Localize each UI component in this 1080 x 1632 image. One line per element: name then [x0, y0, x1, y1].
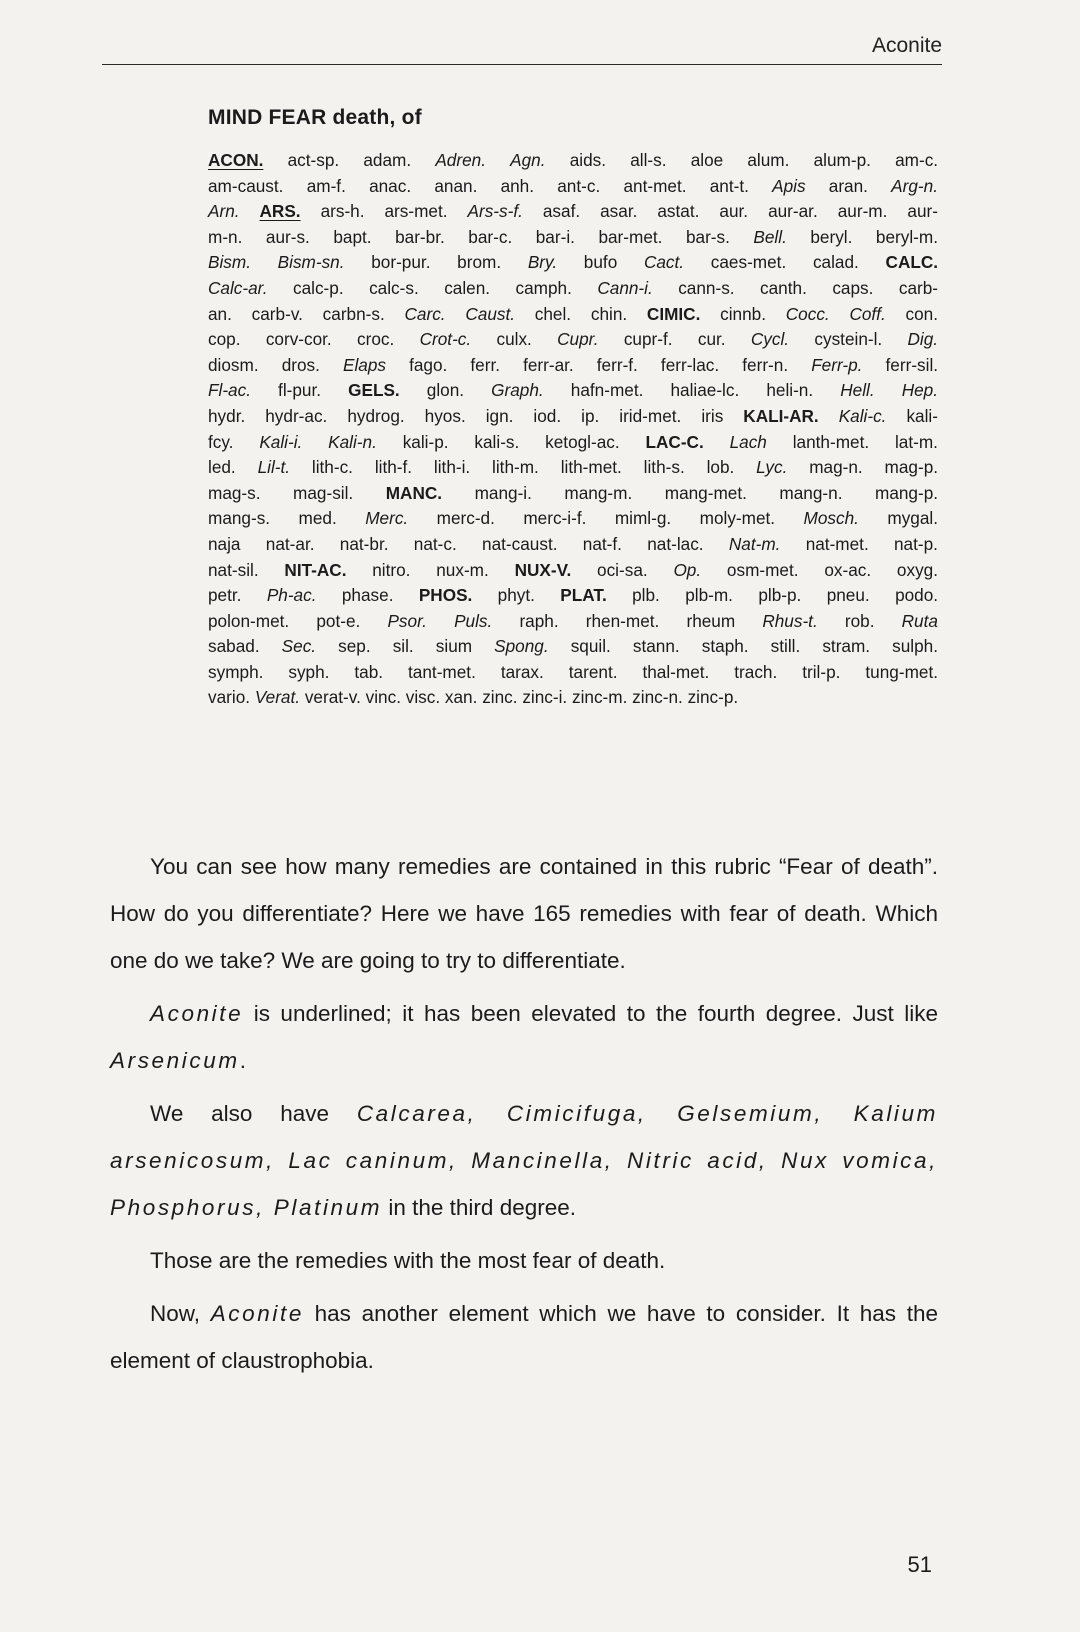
- remedy-abbreviation: Lil-t.: [257, 457, 291, 478]
- remedy-abbreviation: asaf.: [542, 201, 581, 222]
- remedy-abbreviation: mag-sil.: [293, 482, 354, 503]
- remedy-abbreviation: fago.: [409, 354, 448, 375]
- remedy-abbreviation: squil.: [570, 636, 611, 657]
- remedy-abbreviation: carb-: [898, 277, 939, 298]
- remedy-abbreviation: iris: [701, 405, 724, 426]
- remedy-abbreviation: zinc.: [482, 687, 518, 708]
- header-rule: [102, 64, 942, 65]
- remedy-abbreviation: camph.: [515, 277, 572, 298]
- remedy-abbreviation: bar-met.: [598, 226, 663, 247]
- rubric-line: [208, 430, 938, 456]
- rubric-line: [208, 378, 938, 404]
- remedy-abbreviation: kali-p.: [402, 431, 449, 452]
- remedy-abbreviation: Elaps: [343, 354, 386, 375]
- remedy-abbreviation: anac.: [369, 175, 412, 196]
- remedy-abbreviation: Mosch.: [803, 508, 859, 529]
- remedy-abbreviation: tung-met.: [865, 661, 938, 682]
- remedy-abbreviation: Bell.: [753, 226, 787, 247]
- remedy-abbreviation: mag-s.: [208, 482, 261, 503]
- remedy-abbreviation: lith-i.: [433, 457, 471, 478]
- remedy-abbreviation: Hep.: [901, 380, 938, 401]
- remedy-abbreviation: hydr.: [208, 405, 246, 426]
- remedy-abbreviation: Merc.: [365, 508, 409, 529]
- remedy-abbreviation: astat.: [657, 201, 700, 222]
- remedy-abbreviation: plb.: [632, 585, 660, 606]
- remedy-abbreviation: lith-m.: [492, 457, 539, 478]
- remedy-abbreviation: Lyc.: [756, 457, 788, 478]
- remedy-abbreviation: bufo: [583, 252, 618, 273]
- remedy-abbreviation: sep.: [338, 636, 371, 657]
- remedy-abbreviation: carbn-s.: [322, 303, 385, 324]
- remedy-abbreviation: syph.: [288, 661, 330, 682]
- remedy-abbreviation: xan.: [444, 687, 478, 708]
- remedy-abbreviation: hydrog.: [347, 405, 405, 426]
- paragraph-text: We also have: [150, 1101, 357, 1126]
- remedy-abbreviation: trach.: [734, 661, 778, 682]
- remedy-name: Aconite: [210, 1301, 304, 1326]
- remedy-abbreviation: Caust.: [465, 303, 516, 324]
- remedy-abbreviation: sil.: [392, 636, 414, 657]
- remedy-abbreviation: raph.: [519, 610, 559, 631]
- remedy-abbreviation: an.: [208, 303, 232, 324]
- remedy-abbreviation: caps.: [832, 277, 874, 298]
- remedy-abbreviation: aran.: [828, 175, 868, 196]
- remedy-abbreviation: ferr-n.: [742, 354, 789, 375]
- remedy-names: Calcarea, Cimicifuga, Gelsemium, Kalium arsenicosum, Lac caninum, Mancinella, Nitric acid, Nux vomica, Phosphorus, Platinum: [110, 1101, 938, 1220]
- remedy-abbreviation: nat-met.: [805, 533, 869, 554]
- remedy-name: Aconite: [150, 1001, 244, 1026]
- paragraph-text: .: [239, 1048, 246, 1073]
- paragraph-text: Now,: [150, 1301, 211, 1326]
- remedy-abbreviation: polon-met.: [208, 610, 290, 631]
- remedy-abbreviation: lob.: [706, 457, 735, 478]
- remedy-abbreviation: cupr-f.: [623, 329, 673, 350]
- paragraph: [110, 1290, 938, 1384]
- remedy-abbreviation: PLAT.: [560, 585, 607, 606]
- remedy-abbreviation: aur-ar.: [768, 201, 818, 222]
- page-number: 51: [907, 1552, 932, 1577]
- remedy-abbreviation: NIT-AC.: [284, 559, 347, 580]
- remedy-abbreviation: act-sp.: [287, 150, 340, 170]
- remedy-abbreviation: Kali-n.: [328, 431, 377, 452]
- remedy-abbreviation: bar-s.: [685, 226, 730, 247]
- remedy-abbreviation: nat-f.: [582, 533, 622, 554]
- rubric-line: [208, 558, 938, 584]
- remedy-abbreviation: merc-i-f.: [523, 508, 587, 529]
- remedy-abbreviation: am-caust.: [208, 175, 284, 196]
- remedy-abbreviation: PHOS.: [418, 585, 473, 606]
- remedy-abbreviation: petr.: [208, 585, 242, 606]
- remedy-abbreviation: oci-sa.: [597, 559, 648, 580]
- remedy-abbreviation: alum.: [747, 150, 790, 170]
- remedy-abbreviation: stann.: [632, 636, 680, 657]
- remedy-abbreviation: m-n.: [208, 226, 243, 247]
- remedy-abbreviation: Hell.: [840, 380, 875, 401]
- remedy-abbreviation: beryl-m.: [875, 226, 938, 247]
- remedy-abbreviation: tril-p.: [802, 661, 841, 682]
- rubric-line: [208, 481, 938, 507]
- remedy-abbreviation: Ruta: [901, 610, 938, 631]
- remedy-abbreviation: verat-v.: [304, 687, 361, 708]
- remedy-abbreviation: ars-h.: [320, 201, 365, 222]
- remedy-abbreviation: haliae-lc.: [670, 380, 740, 401]
- remedy-abbreviation: pneu.: [826, 585, 870, 606]
- remedy-abbreviation: hafn-met.: [570, 380, 644, 401]
- remedy-abbreviation: Bry.: [527, 252, 558, 273]
- rubric-line: [208, 455, 938, 481]
- remedy-abbreviation: Sec.: [281, 636, 317, 657]
- remedy-abbreviation: mag-p.: [884, 457, 939, 478]
- rubric-line: [208, 353, 938, 379]
- remedy-abbreviation: ferr.: [470, 354, 500, 375]
- remedy-abbreviation: aur.: [719, 201, 749, 222]
- remedy-abbreviation: Cocc.: [785, 303, 830, 324]
- remedy-abbreviation: Ph-ac.: [266, 585, 317, 606]
- remedy-abbreviation: aur-: [907, 201, 938, 222]
- remedy-abbreviation: oxyg.: [896, 559, 939, 580]
- remedy-abbreviation: Nat-m.: [728, 533, 781, 554]
- remedy-abbreviation: Coff.: [849, 303, 886, 324]
- remedy-abbreviation: aur-m.: [837, 201, 888, 222]
- remedy-abbreviation: calen.: [444, 277, 491, 298]
- remedy-abbreviation: merc-d.: [436, 508, 495, 529]
- remedy-abbreviation: anan.: [434, 175, 478, 196]
- remedy-abbreviation: brom.: [457, 252, 502, 273]
- remedy-abbreviation: culx.: [496, 329, 532, 350]
- remedy-abbreviation: Puls.: [454, 610, 493, 631]
- remedy-abbreviation: tarax.: [500, 661, 544, 682]
- remedy-abbreviation: chin.: [590, 303, 628, 324]
- remedy-abbreviation: irid-met.: [619, 405, 682, 426]
- paragraph: [110, 1090, 938, 1231]
- remedy-abbreviation: chel.: [534, 303, 572, 324]
- remedy-abbreviation: LAC-C.: [645, 431, 704, 452]
- paragraph-text: Those are the remedies with the most fear of death.: [150, 1248, 666, 1273]
- remedy-abbreviation: symph.: [208, 661, 264, 682]
- remedy-abbreviation: all-s.: [630, 150, 667, 170]
- remedy-abbreviation: mang-i.: [474, 482, 532, 503]
- paragraph: [110, 990, 938, 1084]
- remedy-abbreviation: mygal.: [887, 508, 939, 529]
- remedy-abbreviation: cinnb.: [720, 303, 766, 324]
- remedy-abbreviation: bapt.: [333, 226, 372, 247]
- paragraph-text: is underlined; it has been elevated to the fourth degree. Just like: [243, 1001, 938, 1026]
- remedy-abbreviation: still.: [770, 636, 801, 657]
- remedy-abbreviation: nat-lac.: [647, 533, 704, 554]
- remedy-abbreviation: nat-caust.: [482, 533, 558, 554]
- remedy-abbreviation: zinc-i.: [522, 687, 568, 708]
- remedy-abbreviation: Graph.: [491, 380, 544, 401]
- remedy-abbreviation: Calc-ar.: [208, 277, 268, 298]
- paragraph-text: has another element which we have to consider. It has the element of claustrophobia.: [110, 1301, 938, 1373]
- paragraph: [110, 843, 938, 984]
- remedy-abbreviation: Cact.: [643, 252, 685, 273]
- remedy-abbreviation: ferr-lac.: [660, 354, 720, 375]
- rubric-line: [208, 660, 938, 686]
- remedy-abbreviation: phyt.: [497, 585, 535, 606]
- remedy-abbreviation: nat-br.: [339, 533, 389, 554]
- remedy-abbreviation: cop.: [208, 329, 241, 350]
- remedy-abbreviation: tarent.: [568, 661, 618, 682]
- remedy-abbreviation: calc-s.: [369, 277, 419, 298]
- remedy-abbreviation: cur.: [697, 329, 726, 350]
- remedy-abbreviation: staph.: [701, 636, 749, 657]
- remedy-abbreviation: Cupr.: [557, 329, 599, 350]
- remedy-abbreviation: anh.: [500, 175, 535, 196]
- remedy-abbreviation: canth.: [760, 277, 807, 298]
- paragraph: [110, 1237, 938, 1284]
- remedy-abbreviation: lith-s.: [643, 457, 685, 478]
- remedy-abbreviation: thal-met.: [642, 661, 710, 682]
- remedy-abbreviation: con.: [905, 303, 938, 324]
- remedy-abbreviation: nux-m.: [436, 559, 489, 580]
- remedy-abbreviation: Bism.: [208, 252, 251, 273]
- rubric-line: [208, 506, 938, 532]
- rubric-line: [208, 685, 938, 711]
- remedy-abbreviation: zinc-n.: [632, 687, 683, 708]
- rubric-line: [208, 532, 938, 558]
- remedy-abbreviation: ketogl-ac.: [545, 431, 620, 452]
- remedy-abbreviation: corv-cor.: [265, 329, 332, 350]
- remedy-abbreviation: led.: [208, 457, 236, 478]
- rubric-line: [208, 199, 938, 225]
- remedy-abbreviation: visc.: [405, 687, 441, 708]
- paragraph-text: You can see how many remedies are contained in this rubric “Fear of death”. How do you differentiate? Here we have 165 remedies with fear of death. Which one do we take? We are going to try to differentiate.: [110, 854, 938, 973]
- remedy-abbreviation: vario.: [208, 687, 251, 708]
- remedy-abbreviation: CALC.: [885, 252, 939, 273]
- rubric-remedy-list: [208, 148, 938, 711]
- remedy-abbreviation: stram.: [822, 636, 871, 657]
- remedy-abbreviation: ip.: [581, 405, 600, 426]
- remedy-abbreviation: sabad.: [208, 636, 260, 657]
- rubric-line: [208, 583, 938, 609]
- remedy-abbreviation: bar-br.: [395, 226, 445, 247]
- remedy-abbreviation: lith-f.: [374, 457, 413, 478]
- remedy-abbreviation: hyos.: [424, 405, 466, 426]
- rubric-line: [208, 276, 938, 302]
- remedy-abbreviation: Kali-i.: [259, 431, 303, 452]
- remedy-abbreviation: tant-met.: [408, 661, 476, 682]
- rubric-line: [208, 609, 938, 635]
- remedy-abbreviation: mang-m.: [564, 482, 633, 503]
- remedy-abbreviation: Agn.: [510, 150, 546, 170]
- remedy-abbreviation: Rhus-t.: [762, 610, 818, 631]
- remedy-abbreviation: aloe: [690, 150, 724, 170]
- remedy-abbreviation: miml-g.: [614, 508, 672, 529]
- remedy-abbreviation: Carc.: [404, 303, 446, 324]
- running-header: Aconite: [871, 34, 942, 57]
- remedy-abbreviation: KALI-AR.: [743, 405, 819, 426]
- remedy-abbreviation: diosm.: [208, 354, 259, 375]
- remedy-abbreviation: hydr-ac.: [265, 405, 328, 426]
- remedy-abbreviation: zinc-p.: [687, 687, 739, 708]
- remedy-abbreviation: tab.: [354, 661, 384, 682]
- remedy-abbreviation: adam.: [363, 150, 412, 170]
- remedy-abbreviation: lanth-met.: [792, 431, 870, 452]
- remedy-abbreviation: rheum: [686, 610, 736, 631]
- remedy-abbreviation: lith-c.: [311, 457, 353, 478]
- remedy-abbreviation: Crot-c.: [419, 329, 472, 350]
- remedy-abbreviation: ant-c.: [557, 175, 601, 196]
- remedy-abbreviation: naja: [208, 533, 241, 554]
- remedy-abbreviation: cann-s.: [678, 277, 735, 298]
- remedy-abbreviation: bar-i.: [535, 226, 575, 247]
- remedy-abbreviation: CIMIC.: [646, 303, 701, 324]
- remedy-abbreviation: plb-p.: [758, 585, 802, 606]
- remedy-abbreviation: NUX-V.: [514, 559, 572, 580]
- remedy-abbreviation: mang-n.: [779, 482, 843, 503]
- remedy-abbreviation: kali-: [906, 405, 938, 426]
- remedy-abbreviation: nat-p.: [894, 533, 938, 554]
- remedy-abbreviation: podo.: [895, 585, 939, 606]
- remedy-abbreviation: bar-c.: [468, 226, 513, 247]
- remedy-abbreviation: croc.: [357, 329, 395, 350]
- remedy-abbreviation: alum-p.: [813, 150, 871, 170]
- remedy-abbreviation: sulph.: [892, 636, 939, 657]
- remedy-abbreviation: Kali-c.: [838, 405, 887, 426]
- remedy-abbreviation: aids.: [569, 150, 607, 170]
- body-text: [110, 843, 938, 1384]
- rubric-line: [208, 225, 938, 251]
- remedy-abbreviation: mang-p.: [875, 482, 939, 503]
- remedy-abbreviation: ferr-f.: [596, 354, 638, 375]
- remedy-abbreviation: calc-p.: [292, 277, 344, 298]
- rubric-line: [208, 327, 938, 353]
- remedy-abbreviation: Cann-i.: [597, 277, 653, 298]
- remedy-abbreviation: zinc-m.: [571, 687, 628, 708]
- remedy-abbreviation: mang-met.: [664, 482, 747, 503]
- remedy-abbreviation: Cycl.: [750, 329, 790, 350]
- remedy-abbreviation: mag-n.: [809, 457, 863, 478]
- remedy-abbreviation: plb-m.: [685, 585, 733, 606]
- remedy-abbreviation: Bism-sn.: [277, 252, 345, 273]
- paragraph-text: in the third degree.: [382, 1195, 577, 1220]
- remedy-abbreviation: nat-sil.: [208, 559, 259, 580]
- remedy-abbreviation: pot-e.: [316, 610, 361, 631]
- remedy-abbreviation: Arn.: [208, 201, 240, 222]
- remedy-abbreviation: iod.: [533, 405, 562, 426]
- remedy-abbreviation: Spong.: [494, 636, 549, 657]
- remedy-abbreviation: beryl.: [810, 226, 853, 247]
- remedy-abbreviation: Adren.: [435, 150, 486, 170]
- remedy-abbreviation: kali-s.: [474, 431, 520, 452]
- remedy-abbreviation: ferr-ar.: [523, 354, 574, 375]
- remedy-abbreviation: med.: [298, 508, 337, 529]
- rubric-line: [208, 250, 938, 276]
- remedy-abbreviation: sium: [435, 636, 473, 657]
- remedy-abbreviation: asar.: [600, 201, 638, 222]
- remedy-abbreviation: Dig.: [907, 329, 939, 350]
- remedy-abbreviation: nat-ar.: [265, 533, 315, 554]
- remedy-abbreviation: MANC.: [385, 482, 443, 503]
- remedy-abbreviation: lith-met.: [560, 457, 622, 478]
- remedy-abbreviation: Ferr-p.: [811, 354, 863, 375]
- rubric-line: [208, 302, 938, 328]
- remedy-abbreviation: nat-c.: [413, 533, 457, 554]
- remedy-abbreviation: bor-pur.: [371, 252, 431, 273]
- remedy-abbreviation: Psor.: [387, 610, 427, 631]
- remedy-abbreviation: glon.: [426, 380, 465, 401]
- remedy-abbreviation: aur-s.: [265, 226, 310, 247]
- remedy-abbreviation: am-f.: [306, 175, 346, 196]
- remedy-abbreviation: lat-m.: [894, 431, 938, 452]
- remedy-abbreviation: ign.: [485, 405, 514, 426]
- remedy-abbreviation: ant-t.: [709, 175, 749, 196]
- remedy-abbreviation: ox-ac.: [824, 559, 872, 580]
- remedy-abbreviation: cystein-l.: [814, 329, 883, 350]
- rubric-line: [208, 174, 938, 200]
- rubric-line: [208, 634, 938, 660]
- remedy-abbreviation: Ars-s-f.: [467, 201, 523, 222]
- remedy-abbreviation: heli-n.: [766, 380, 814, 401]
- remedy-abbreviation: ant-met.: [623, 175, 687, 196]
- rubric-title: MIND FEAR death, of: [208, 106, 422, 129]
- remedy-abbreviation: ars-met.: [384, 201, 448, 222]
- remedy-abbreviation: moly-met.: [699, 508, 776, 529]
- remedy-abbreviation: vinc.: [365, 687, 401, 708]
- remedy-abbreviation: ACON.: [208, 150, 264, 170]
- remedy-abbreviation: ARS.: [259, 201, 301, 222]
- remedy-abbreviation: calad.: [812, 252, 859, 273]
- remedy-abbreviation: rob.: [844, 610, 875, 631]
- remedy-abbreviation: Arg-n.: [891, 175, 938, 196]
- remedy-abbreviation: fcy.: [208, 431, 234, 452]
- remedy-abbreviation: GELS.: [348, 380, 400, 401]
- remedy-abbreviation: Apis: [772, 175, 806, 196]
- repertory-rubric: [208, 106, 938, 711]
- remedy-abbreviation: ferr-sil.: [885, 354, 939, 375]
- remedy-abbreviation: Fl-ac.: [208, 380, 251, 401]
- remedy-abbreviation: rhen-met.: [585, 610, 660, 631]
- remedy-abbreviation: caes-met.: [710, 252, 787, 273]
- remedy-abbreviation: fl-pur.: [278, 380, 322, 401]
- remedy-abbreviation: dros.: [281, 354, 320, 375]
- remedy-abbreviation: osm-met.: [726, 559, 799, 580]
- remedy-abbreviation: mang-s.: [208, 508, 271, 529]
- remedy-abbreviation: Verat.: [254, 687, 301, 708]
- remedy-abbreviation: nitro.: [372, 559, 411, 580]
- remedy-abbreviation: am-c.: [895, 150, 939, 170]
- remedy-abbreviation: phase.: [341, 585, 394, 606]
- remedy-name: Arsenicum: [110, 1048, 240, 1073]
- rubric-line: [208, 148, 938, 174]
- rubric-line: [208, 404, 938, 430]
- remedy-abbreviation: Op.: [673, 559, 702, 580]
- remedy-abbreviation: carb-v.: [251, 303, 303, 324]
- remedy-abbreviation: Lach: [729, 431, 767, 452]
